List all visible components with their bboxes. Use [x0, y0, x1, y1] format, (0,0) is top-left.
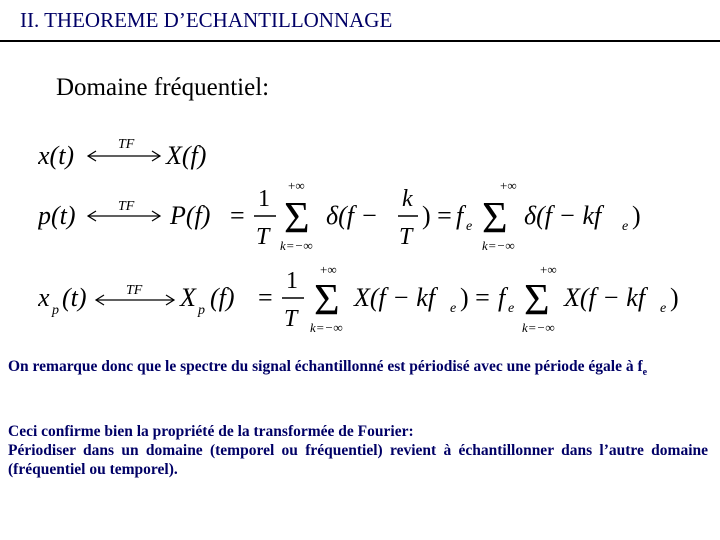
equation-2-graphic: [38, 180, 678, 255]
svg-text:=: =: [258, 283, 273, 312]
svg-text:k=−∞: k=−∞: [310, 320, 343, 335]
fourier-property-paragraph: [8, 422, 708, 479]
svg-text:Σ: Σ: [524, 275, 550, 324]
svg-text:P(f): P(f): [170, 201, 211, 230]
svg-text:): ): [632, 201, 641, 230]
slide-title: II. THEOREME D’ECHANTILLONNAGE: [20, 8, 393, 32]
fourier-property-line1: Ceci confirme bien la propriété de la transformée de Fourier:: [8, 423, 414, 440]
svg-text:e: e: [450, 301, 457, 316]
svg-text:e: e: [660, 301, 667, 316]
svg-text:x(t): x(t): [38, 141, 75, 170]
svg-text:e: e: [508, 301, 515, 316]
svg-text:=: =: [230, 201, 245, 230]
tf-label: TF: [118, 137, 135, 152]
svg-text:e: e: [466, 219, 473, 234]
svg-text:): ): [670, 283, 679, 312]
section-subtitle: Domaine fréquentiel:: [56, 74, 270, 101]
svg-text:p: p: [52, 303, 59, 318]
svg-text:Σ: Σ: [482, 193, 508, 242]
svg-text:T: T: [256, 224, 270, 250]
tf-label: TF: [118, 199, 135, 214]
tf-label: TF: [126, 283, 143, 298]
svg-text:δ(f − kf: δ(f − kf: [524, 201, 602, 230]
equation-1-graphic: [38, 130, 258, 180]
svg-text:f: f: [498, 283, 506, 312]
svg-text:k=−∞: k=−∞: [522, 320, 555, 335]
svg-text:Σ: Σ: [284, 193, 310, 242]
svg-text:T: T: [399, 224, 413, 250]
svg-text:p(t): p(t): [38, 201, 76, 230]
svg-text:) =: ) =: [460, 283, 490, 312]
svg-text:X(f − kf: X(f − kf: [564, 283, 646, 312]
svg-text:) =: ) =: [422, 201, 452, 230]
svg-text:(t): (t): [62, 283, 87, 312]
svg-text:k=−∞: k=−∞: [482, 238, 515, 253]
equation-3-graphic: [38, 262, 698, 337]
fourier-property-line2: Périodiser dans un domaine (temporel ou fréquentiel) revient à échantillonner dans l’autre domaine (fréquentiel ou temporel).: [8, 442, 708, 478]
svg-text:T: T: [284, 306, 298, 332]
svg-text:X: X: [180, 283, 196, 312]
svg-text:1: 1: [286, 268, 298, 294]
svg-text:e: e: [622, 219, 629, 234]
svg-text:δ(f −: δ(f −: [326, 201, 379, 230]
svg-text:+∞: +∞: [540, 262, 557, 277]
svg-text:+∞: +∞: [500, 180, 517, 193]
title-divider: [0, 40, 720, 42]
svg-text:+∞: +∞: [320, 262, 337, 277]
svg-text:1: 1: [258, 186, 270, 212]
equation-2: [38, 180, 678, 255]
svg-text:(f): (f): [210, 283, 235, 312]
equation-1: [38, 130, 258, 180]
svg-text:Σ: Σ: [314, 275, 340, 324]
svg-text:+∞: +∞: [288, 180, 305, 193]
svg-text:p: p: [198, 303, 205, 318]
remark-paragraph: On remarque donc que le spectre du signal échantillonné est périodisé avec une période égale à $f_e$: [8, 358, 648, 379]
svg-text:f: f: [456, 201, 464, 230]
equation-3: [38, 262, 698, 337]
svg-text:X(f): X(f): [166, 141, 207, 170]
svg-text:X(f − kf: X(f − kf: [354, 283, 436, 312]
svg-text:k=−∞: k=−∞: [280, 238, 313, 253]
svg-text:x: x: [38, 283, 50, 312]
svg-text:k: k: [402, 186, 413, 212]
